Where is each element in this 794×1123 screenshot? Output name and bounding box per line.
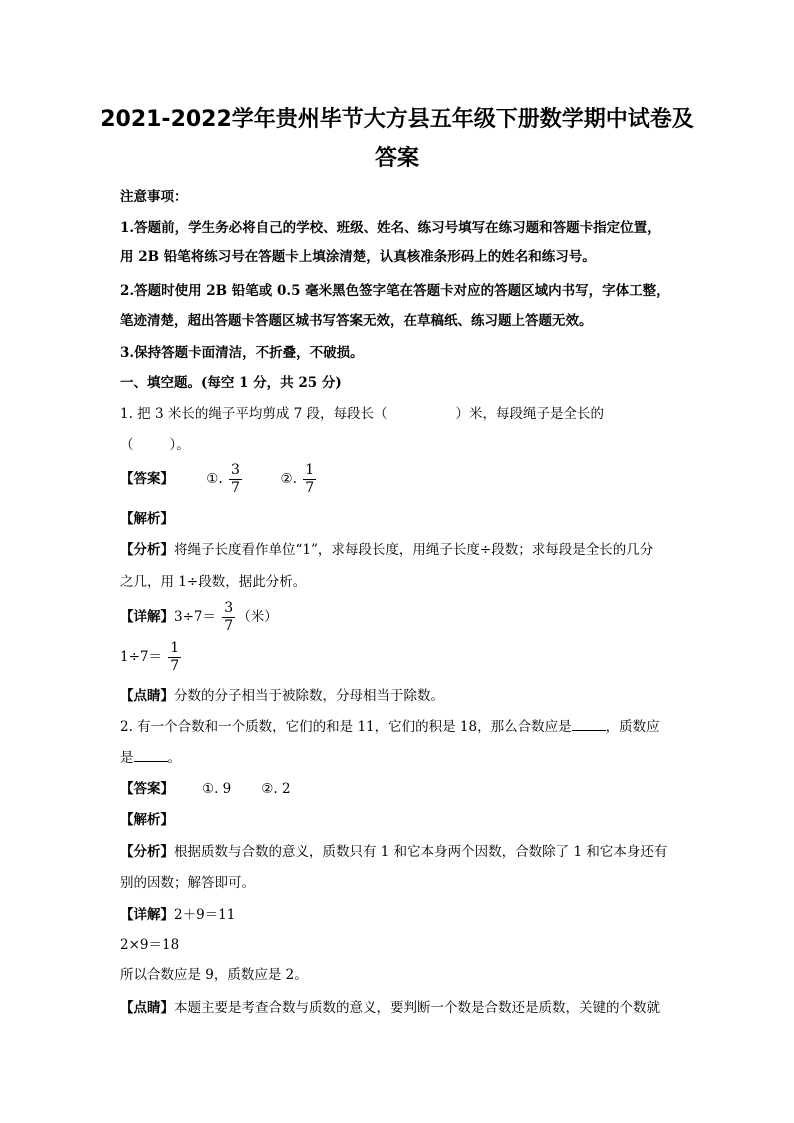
document-title-line-1: 2021-2022学年贵州毕节大方县五年级下册数学期中试卷及 [100, 107, 694, 132]
note-2-line-b: 笔迹清楚，超出答题卡答题区城书写答案无效，在草稿纸、练习题上答题无效。 [120, 313, 593, 329]
q1-fenxi-line-a [120, 541, 653, 559]
q2-xiangjie-2: 2×9＝18 [120, 937, 180, 953]
q1-xiangjie-1: 3÷7＝ [174, 609, 216, 625]
q1-dianjing-label: 【点睛】 [120, 688, 174, 704]
q1-fenxi-text-b: 之几，用 1÷段数，据此分析。 [120, 574, 307, 590]
q2-text-b: ，质数应 [605, 719, 660, 735]
q1-answer-2-fraction [303, 462, 316, 497]
q1-dianjing-row [120, 687, 444, 705]
q2-fenxi-text-b: 别的因数；解答即可。 [120, 875, 255, 891]
q1-xiangjie-1-fraction [222, 600, 235, 635]
q2-text-a: 2. 有一个合数和一个质数，它们的和是 11，它们的积是 18，那么合数应是 [120, 719, 572, 735]
q1-answer-2-den: 7 [305, 480, 315, 496]
q2-dianjing-label: 【点睛】 [120, 1000, 174, 1016]
q1-fenxi-label: 【分析】 [120, 542, 174, 558]
q2-xiangjie-3: 所以合数应是 9，质数应是 2。 [120, 967, 308, 983]
q2-dianjing-text: 本题主要是考查合数与质数的意义，要判断一个数是合数还是质数，关键的个数就 [174, 1000, 660, 1016]
q1-xiangjie-2-fraction [168, 640, 181, 675]
q1-text-a: 1. 把 3 米长的绳子平均剪成 7 段，每段长（ [120, 406, 388, 422]
q1-text-c-open: （ [120, 437, 134, 453]
question-1-line-a [120, 405, 604, 423]
q1-fenxi-text-a: 将绳子长度看作单位“1”，求每段长度，用绳子长度÷段数；求每段是全长的几分 [174, 542, 654, 558]
q1-answer-2-mark: ②. [280, 471, 297, 487]
q1-answer-1-mark: ①. [206, 471, 223, 487]
document-title-line-2: 答案 [374, 146, 419, 171]
q1-xiangjie-1-num: 3 [224, 600, 234, 616]
q2-fenxi-text-a: 根据质数与合数的意义，质数只有 1 和它本身两个因数，合数除了 1 和它本身还有 [174, 844, 668, 860]
q1-answer-1-den: 7 [231, 480, 240, 496]
q1-answer-row [120, 462, 318, 497]
q1-xiangjie-row-2 [120, 640, 183, 675]
q2-xiangjie-row-1 [120, 906, 235, 924]
q2-blank-2 [134, 749, 168, 762]
q1-xiangjie-2: 1÷7＝ [120, 649, 162, 665]
q2-analysis-label: 【解析】 [120, 812, 174, 828]
q2-answer-1: ①. 9 [202, 781, 232, 797]
question-1-line-b [120, 436, 190, 454]
q1-answer-2-num: 1 [305, 462, 315, 478]
q1-answer-label: 【答案】 [120, 471, 174, 487]
section-1-heading: 一、填空题。(每空 1 分，共 25 分) [120, 375, 342, 391]
q1-xiangjie-label: 【详解】 [120, 609, 174, 625]
q1-dianjing-text: 分数的分子相当于被除数，分母相当于除数。 [174, 688, 444, 704]
q1-text-c-close: ）。 [169, 437, 190, 453]
q1-xiangjie-2-den: 7 [170, 658, 180, 674]
q1-analysis-label: 【解析】 [120, 511, 174, 527]
q2-answer-2: ②. 2 [261, 781, 291, 797]
q2-dianjing-row [120, 999, 660, 1017]
note-1-line-a: 1.答题前，学生务必将自己的学校、班级、姓名、练习号填写在练习题和答题卡指定位置， [120, 220, 661, 236]
question-2-line-a [120, 718, 660, 736]
q2-answer-row [120, 780, 291, 798]
q2-text-d: 。 [167, 750, 181, 766]
notes-heading: 注意事项： [120, 189, 188, 205]
q1-xiangjie-row-1 [120, 600, 278, 635]
note-2-line-a: 2.答题时使用 2B 铅笔或 0.5 毫米黑色签字笔在答题卡对应的答题区域内书写，字体工整， [120, 283, 670, 299]
note-3: 3.保持答题卡面清洁，不折叠，不破损。 [120, 345, 364, 361]
q1-text-b: ）米，每段绳子是全长的 [455, 406, 605, 422]
q2-xiangjie-1: 2＋9＝11 [174, 907, 236, 923]
q2-fenxi-line-a [120, 843, 667, 861]
q2-text-c: 是 [120, 750, 134, 766]
q2-blank-1 [572, 718, 606, 731]
q2-answer-label: 【答案】 [120, 781, 174, 797]
q1-xiangjie-1-unit: （米） [237, 609, 278, 625]
q1-answer-1-num: 3 [231, 462, 240, 478]
q1-xiangjie-1-den: 7 [224, 618, 234, 634]
q1-answer-1-fraction [229, 462, 242, 497]
question-2-line-b [120, 749, 181, 767]
q2-fenxi-label: 【分析】 [120, 844, 174, 860]
q2-xiangjie-label: 【详解】 [120, 907, 174, 923]
q1-xiangjie-2-num: 1 [170, 640, 180, 656]
note-1-line-b: 用 2B 铅笔将练习号在答题卡上填涂清楚，认真核准条形码上的姓名和练习号。 [120, 249, 596, 265]
